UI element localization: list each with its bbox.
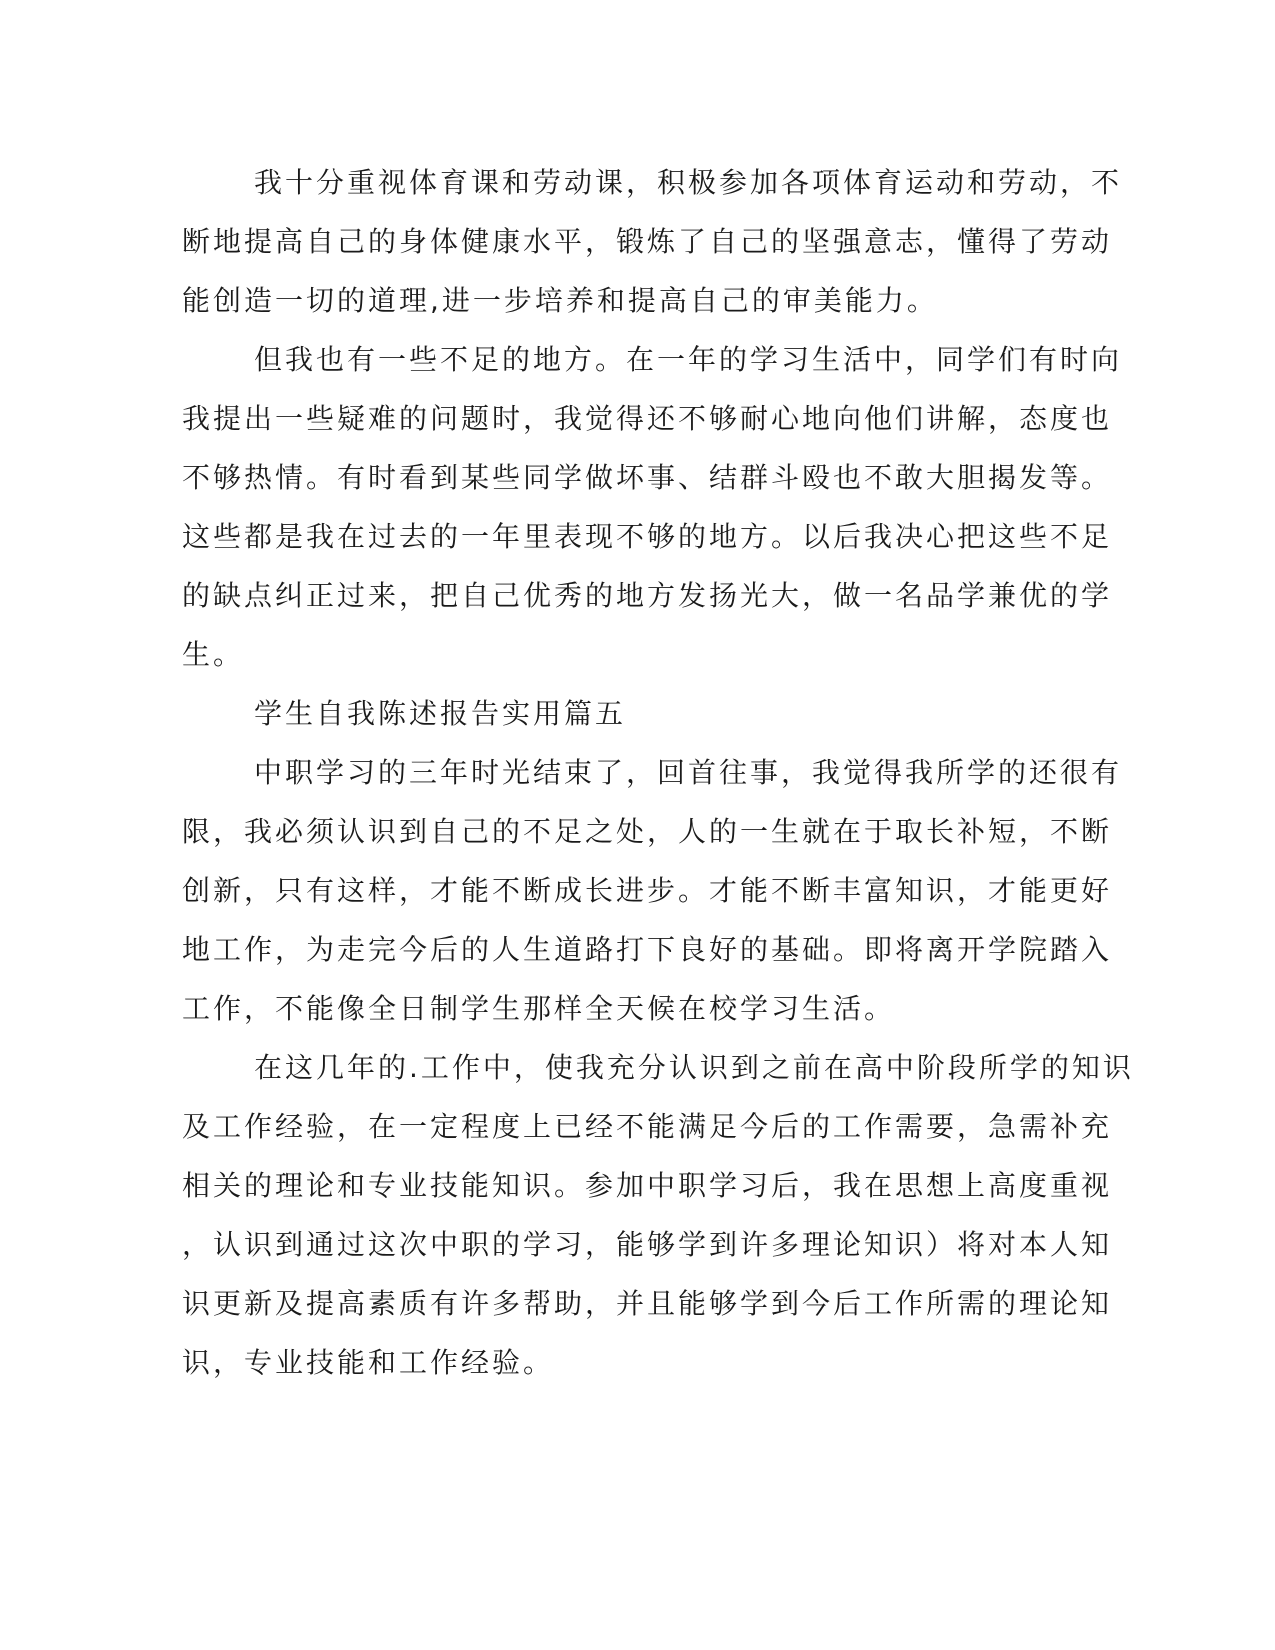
paragraph-line: 及工作经验，在一定程度上已经不能满足今后的工作需要，急需补充 — [182, 1110, 1113, 1143]
paragraph-line: 我提出一些疑难的问题时，我觉得还不够耐心地向他们讲解，态度也 — [182, 402, 1113, 435]
paragraph-line: 这些都是我在过去的一年里表现不够的地方。以后我决心把这些不足 — [182, 520, 1113, 553]
paragraph-line: 的缺点纠正过来，把自己优秀的地方发扬光大，做一名品学兼优的学 — [182, 579, 1113, 612]
section-heading — [182, 684, 1038, 743]
paragraph-line: 创新，只有这样，才能不断成长进步。才能不断丰富知识，才能更好 — [182, 874, 1113, 907]
paragraph-line: 不够热情。有时看到某些同学做坏事、结群斗殴也不敢大胆揭发等。 — [182, 461, 1113, 494]
paragraph-shortcomings — [182, 330, 1123, 684]
section-heading-text: 学生自我陈述报告实用篇五 — [254, 697, 627, 730]
paragraph-line: ，认识到通过这次中职的学习，能够学到许多理论知识）将对本人知 — [182, 1228, 1113, 1261]
paragraph-line: 识，专业技能和工作经验。 — [182, 1346, 555, 1379]
paragraph-line: 中职学习的三年时光结束了，回首往事，我觉得我所学的还很有 — [254, 756, 1123, 789]
paragraph-line: 相关的理论和专业技能知识。参加中职学习后，我在思想上高度重视 — [182, 1169, 1113, 1202]
paragraph-work-experience — [182, 1038, 1134, 1392]
paragraph-line: 地工作，为走完今后的人生道路打下良好的基础。即将离开学院踏入 — [182, 933, 1113, 966]
paragraph-line: 能创造一切的道理,进一步培养和提高自己的审美能力。 — [182, 284, 938, 317]
paragraph-vocational-study — [182, 743, 1123, 1038]
paragraph-line: 在这几年的.工作中，使我充分认识到之前在高中阶段所学的知识 — [254, 1051, 1134, 1084]
paragraph-line: 我十分重视体育课和劳动课，积极参加各项体育运动和劳动，不 — [254, 166, 1123, 199]
paragraph-line: 识更新及提高素质有许多帮助，并且能够学到今后工作所需的理论知 — [182, 1287, 1113, 1320]
paragraph-line: 生。 — [182, 638, 245, 671]
paragraph-physical-education — [182, 153, 1123, 330]
paragraph-line: 限，我必须认识到自己的不足之处，人的一生就在于取长补短，不断 — [182, 815, 1113, 848]
paragraph-line: 断地提高自己的身体健康水平，锻炼了自己的坚强意志，懂得了劳动 — [182, 225, 1113, 258]
paragraph-line: 工作，不能像全日制学生那样全天候在校学习生活。 — [182, 992, 896, 1025]
paragraph-line: 但我也有一些不足的地方。在一年的学习生活中，同学们有时向 — [254, 343, 1123, 376]
